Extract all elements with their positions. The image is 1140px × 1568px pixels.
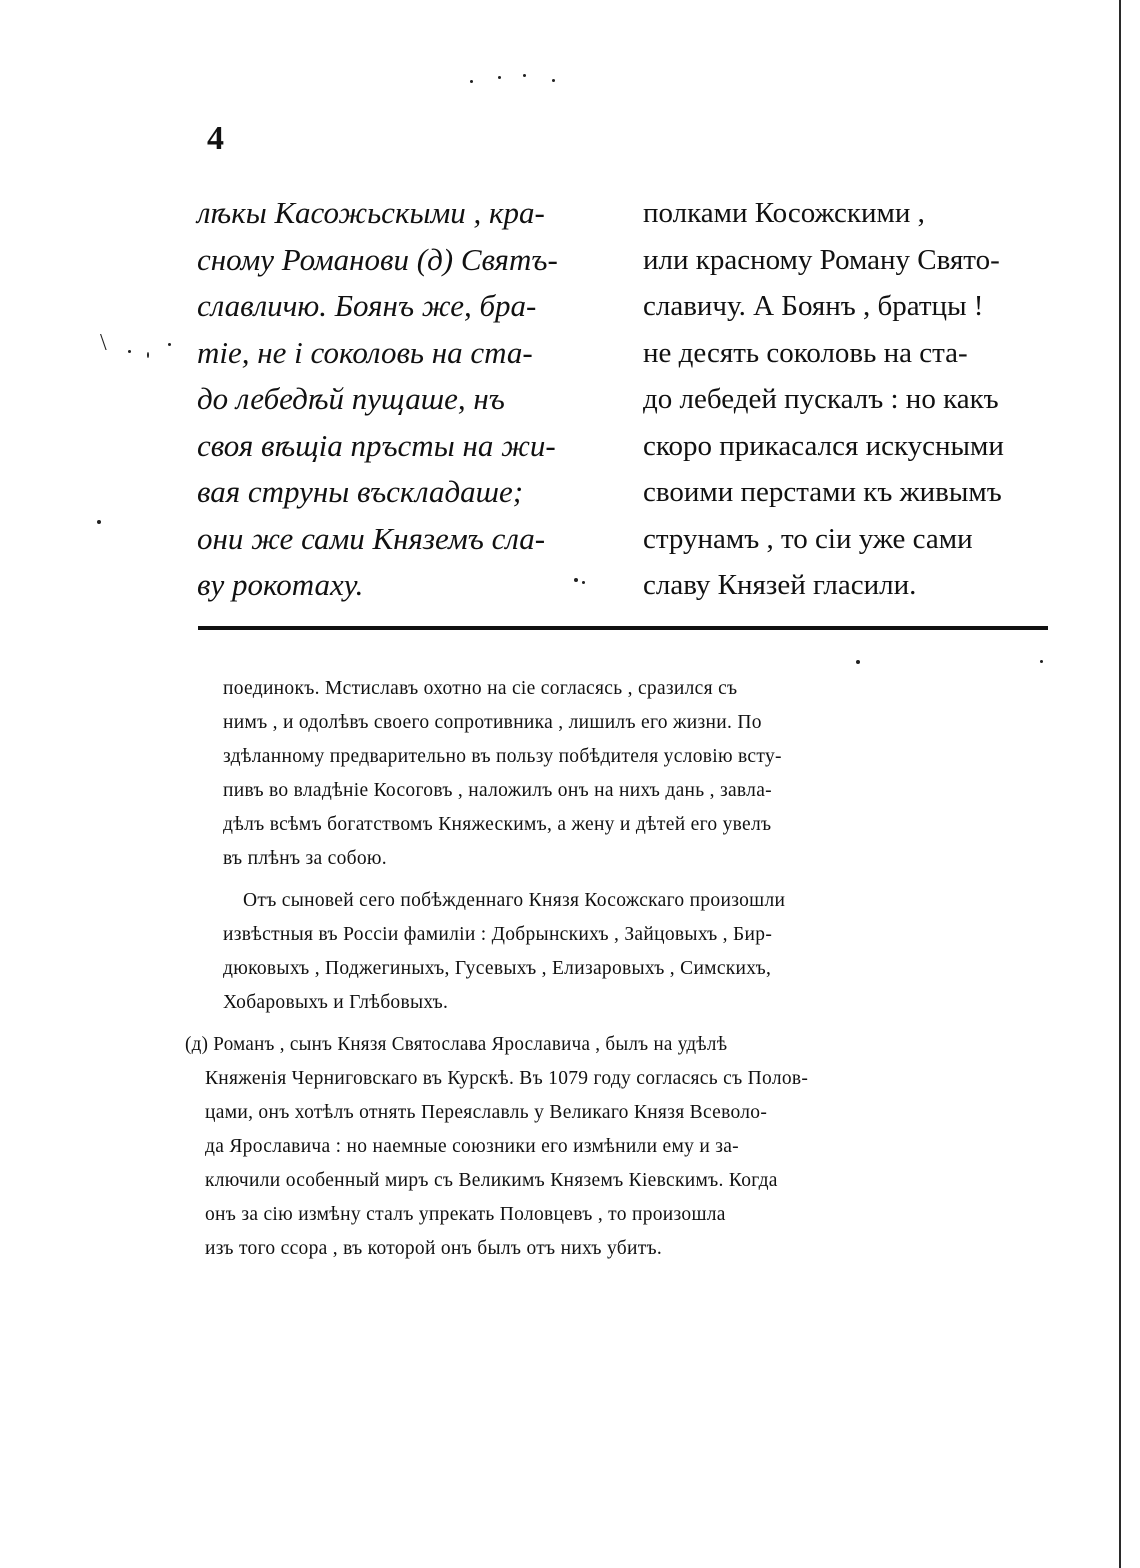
print-speck bbox=[97, 520, 101, 524]
footnote-divider-rule bbox=[198, 626, 1048, 630]
footnote-line: дѣлъ всѣмъ богатствомъ Княжескимъ, а жену и дѣтей его увелъ bbox=[223, 814, 772, 835]
footnote-line: цами, онъ хотѣлъ отнять Переяславль у Великаго Князя Всеволо- bbox=[205, 1102, 768, 1123]
footnote-line: пивъ во владѣніе Косоговъ , наложилъ онъ на нихъ дань , завла- bbox=[223, 780, 772, 801]
print-speck bbox=[523, 74, 526, 77]
footnote-line: извѣстныя въ Россіи фамиліи : Добрынскихъ , Зайцовыхъ , Бир- bbox=[223, 924, 773, 945]
footnotes bbox=[185, 672, 1035, 1266]
footnote-line: изъ того ссора , въ которой онъ былъ отъ нихъ убитъ. bbox=[205, 1238, 663, 1259]
print-speck bbox=[1040, 660, 1043, 663]
print-speck bbox=[470, 80, 473, 83]
print-speck bbox=[498, 76, 501, 79]
print-speck bbox=[552, 79, 555, 82]
translation-text-line: скоро прикасался искусными bbox=[643, 429, 1004, 462]
original-text-line: до лебедѣй пущаше, нъ bbox=[197, 381, 505, 416]
footnote-line: онъ за сію измѣну сталъ упрекать Половцевъ , то произошла bbox=[205, 1204, 726, 1225]
footnote-paragraph bbox=[205, 884, 1035, 1020]
translation-text-line: славичу. А Боянъ , братцы ! bbox=[643, 290, 984, 322]
page-edge-line bbox=[1119, 0, 1121, 1568]
translation-text-column bbox=[643, 190, 1063, 609]
translation-text-line: своими перстами къ живымъ bbox=[643, 476, 1002, 508]
footnote-line: да Ярославича : но наемные союзники его измѣнили ему и за- bbox=[205, 1136, 739, 1157]
original-text-line: они же сами Княземъ сла- bbox=[197, 520, 546, 556]
translation-text-line: не десять соколовь на ста- bbox=[643, 336, 968, 369]
margin-mark: \ bbox=[100, 330, 107, 356]
footnote-line: поединокъ. Мстиславъ охотно на сіе согласясь , сразился съ bbox=[223, 678, 738, 699]
translation-text-line: полками Косожскими , bbox=[643, 197, 925, 229]
print-speck bbox=[856, 660, 860, 664]
footnote-paragraph bbox=[185, 1028, 1035, 1266]
original-text-line: сному Романови (д) Святъ- bbox=[197, 241, 558, 277]
translation-text-line: славу Князей гласили. bbox=[643, 569, 917, 601]
print-speck bbox=[128, 350, 131, 353]
footnote-line: Отъ сыновей сего побѣжденнаго Князя Косожскаго произошли bbox=[243, 890, 786, 911]
footnote-line: нимъ , и одолѣвъ своего сопротивника , лишилъ его жизни. По bbox=[223, 712, 762, 733]
footnote-line: ключили особенный миръ съ Великимъ Княземъ Кіевскимъ. Когда bbox=[205, 1170, 778, 1191]
footnote-line: здѣланному предварительно въ пользу побѣдителя условію всту- bbox=[223, 746, 782, 767]
footnote-line: Хобаровыхъ и Глѣбовыхъ. bbox=[223, 992, 449, 1013]
original-text-line: вая струны въскладаше; bbox=[197, 474, 524, 509]
original-text-line: тіе, не і соколовь на ста- bbox=[197, 334, 533, 370]
original-text-line: своя вѣщіа пръсты на жи- bbox=[197, 427, 556, 463]
footnote-line: дюковыхъ , Поджегиныхъ, Гусевыхъ , Елизаровыхъ , Симскихъ, bbox=[223, 958, 772, 979]
footnote-paragraph bbox=[205, 672, 1035, 876]
print-speck bbox=[147, 352, 149, 358]
original-text-line: лѣкы Касожьскыми , кра- bbox=[197, 195, 545, 230]
original-text-line: ву рокотаху. bbox=[197, 567, 364, 602]
print-speck bbox=[168, 343, 171, 346]
footnote-line: Княженія Черниговскаго въ Курскѣ. Въ 1079 году согласясь съ Полов- bbox=[205, 1068, 809, 1089]
footnote-line: (д) Романъ , сынъ Князя Святослава Ярославича , былъ на удѣлѣ bbox=[185, 1034, 728, 1055]
footnote-line: въ плѣнъ за собою. bbox=[223, 848, 387, 869]
translation-text-line: струнамъ , то сіи уже сами bbox=[643, 522, 973, 555]
page-number: 4 bbox=[207, 120, 224, 157]
translation-text-line: до лебедей пускалъ : но какъ bbox=[643, 383, 999, 415]
original-text-column bbox=[197, 190, 627, 609]
original-text-line: славличю. Боянъ же, бра- bbox=[197, 288, 537, 323]
translation-text-line: или красному Роману Свято- bbox=[643, 243, 1000, 276]
